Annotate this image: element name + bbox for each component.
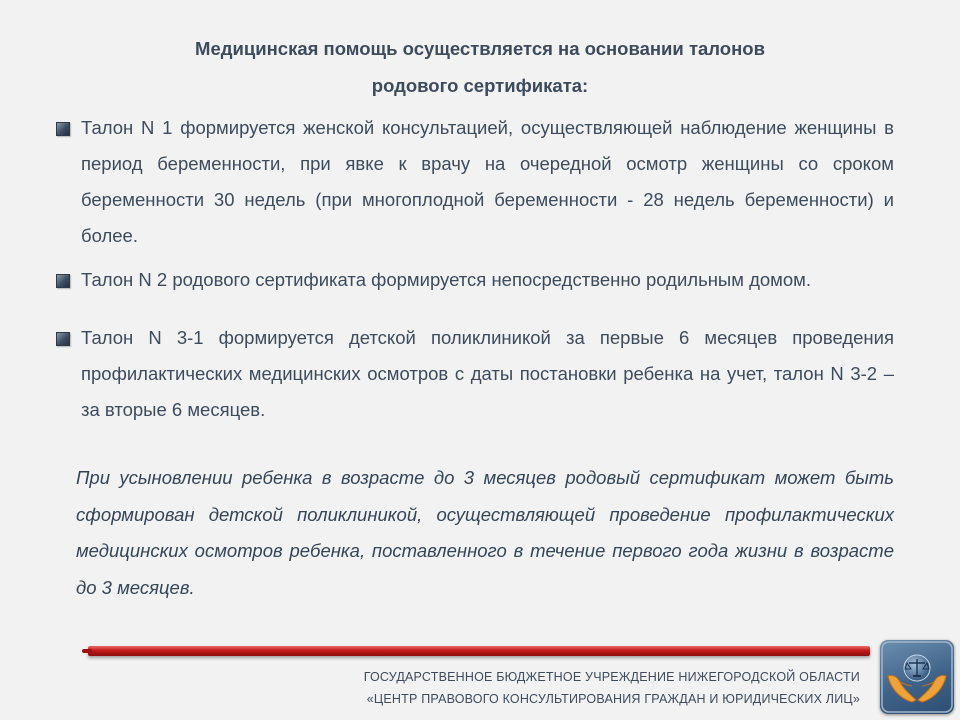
bullet-item-talon-2 [56, 262, 894, 298]
organization-name [240, 666, 860, 710]
bullet-item-talon-3 [56, 320, 894, 428]
square-bullet-icon [56, 332, 70, 346]
adoption-note: При усыновлении ребенка в возрасте до 3 месяцев родовый сертификат может быть сформирован детской поликлиникой, осуществляющей проведение профилактических медицинских осмотров ребенка, поставленного в течение первого года жизни в возрасте до 3 месяцев. [76, 467, 894, 598]
bullet-item-talon-1 [56, 110, 894, 254]
slide-title [80, 30, 880, 104]
slide-title-line2: родового сертификата: [371, 75, 589, 96]
hands-scales-logo-icon [880, 640, 954, 714]
slide-title-line1: Медицинская помощь осуществляется на основании талонов [195, 38, 765, 59]
organization-name-line2: «ЦЕНТР ПРАВОВОГО КОНСУЛЬТИРОВАНИЯ ГРАЖДАН И ЮРИДИЧЕСКИХ ЛИЦ» [366, 692, 860, 706]
square-bullet-icon [56, 122, 70, 136]
bullet-text: Талон N 3-1 формируется детской поликлиникой за первые 6 месяцев проведения профилактических медицинских осмотров с даты постановки ребенка на учет, талон N 3-2 – за вторые 6 месяцев. [81, 327, 894, 420]
square-bullet-icon [56, 274, 70, 288]
bullet-text: Талон N 2 родового сертификата формируется непосредственно родильным домом. [81, 269, 812, 290]
organization-name-line1: ГОСУДАРСТВЕННОЕ БЮДЖЕТНОЕ УЧРЕЖДЕНИЕ НИЖЕГОРОДСКОЙ ОБЛАСТИ [363, 670, 860, 684]
footer-divider [88, 646, 870, 656]
bullet-text: Талон N 1 формируется женской консультацией, осуществляющей наблюдение женщины в период беременности, при явке к врачу на очередной осмотр женщины со сроком беременности 30 недель (при многоплодной беременности - 28 недель беременности) и более. [81, 117, 894, 246]
